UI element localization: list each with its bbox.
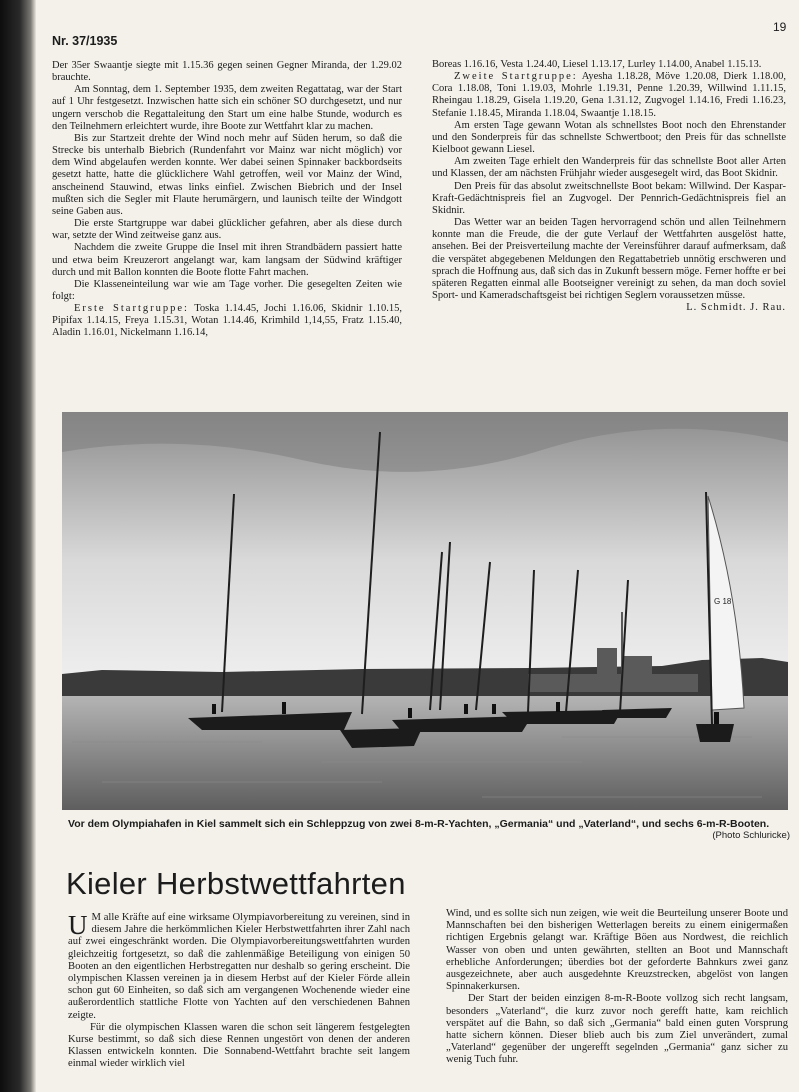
- report-paragraph: Bis zur Startzeit drehte der Wind noch mehr auf Süden herum, so daß die Strecke bis unterhalb Biebrich (Rundenfahrt vor Mainz war nicht möglich) vor dem Wind abgelaufen werden konnte. Wer dabei seinen Spinnaker backbordseits gesetzt hatte, hatte die glücklichere Wahl getroffen, weil vor Mainz der Wind, anscheinend Stauwind, etwas links einfiel. Zwischen Biebrich und der Insel mußten sich die Segler mit Flaute herumärgern, und launisch teilte der Windgott seine Gaben aus.: [52, 132, 402, 217]
- group-2-times: Ayesha 1.18.28, Möve 1.20.08, Dierk 1.18.00, Cora 1.18.08, Toni 1.19.03, Mohrle 1.19.31, Penne 1.20.39, Willwind 1.11.15, Rheingau 1.18.29, Gisela 1.19.20, Gena 1.31.12, Zugvogel 1.14.16, Fredi 1.16.23, Stefanie 1.18.45, Miranda 1.18.04, Swaantje 1.18.15.: [432, 71, 786, 119]
- report-column-2: [432, 59, 786, 364]
- article-paragraph: Wind, und es sollte sich nun zeigen, wie weit die Beurteilung unserer Boote und Mannschaften bei den bisherigen Wetterlagen bereits zu einem einigermaßen richtigen Ergebnis gelangt war. Kräftige Böen aus Nordwest, die reichlich Wasser von oben und unten gewährten, stellten an Boot und Mannschaft erhebliche Anforderungen; überdies bot der geforderte Bahnkurs zwei ganz ausgezeichnete, aber auch ausgedehnte Kreuzstrecken, abgelöst von langen Spinnakerkursen.: [446, 908, 788, 993]
- results-group-2: [432, 71, 786, 120]
- report-column-1: [52, 60, 402, 370]
- results-continued: Boreas 1.16.16, Vesta 1.24.40, Liesel 1.13.17, Lurley 1.14.00, Anabel 1.15.13.: [432, 59, 762, 70]
- group-2-label: Zweite Startgruppe:: [454, 71, 578, 83]
- caption-text: Vor dem Olympiahafen in Kiel sammelt sich ein Schleppzug von zwei 8-m-R-Yachten, „Germania“ und „Vaterland“, und sechs 6-m-R-Booten.: [68, 818, 770, 830]
- article-column-1: [68, 912, 410, 1086]
- report-signature: L. Schmidt. J. Rau.: [686, 302, 786, 314]
- report-paragraph: Am Sonntag, dem 1. September 1935, dem zweiten Regattatag, war der Start auf 1 Uhr festgesetzt. Inzwischen hatte sich ein schöner SO durchgesetzt, und nur ungern verschob die Regattaleitung den Start um eine halbe Stunde, wodurch es den Teilnehmern erleichtert wurde, ihre Boote zur Wettfahrt klar zu machen.: [52, 84, 402, 132]
- page-number: 19: [773, 20, 787, 34]
- sail-number: G 18: [714, 597, 732, 606]
- report-paragraph: Die erste Startgruppe war dabei glücklicher gefahren, aber als diese durch war, setzte der Wind zeitweise ganz aus.: [52, 218, 402, 242]
- harbor-photo: [62, 412, 788, 810]
- issue-number: Nr. 37/1935: [52, 34, 118, 48]
- yacht-tow-illustration: [62, 412, 788, 810]
- report-paragraph: Der 35er Swaantje siegte mit 1.15.36 gegen seinen Gegner Miranda, der 1.29.02 brauchte.: [52, 60, 402, 84]
- article-title: Kieler Herbstwettfahrten: [66, 866, 406, 901]
- water: [62, 696, 788, 810]
- report-paragraph: Den Preis für das absolut zweitschnellste Boot bekam: Willwind. Der Kaspar-Kraft-Gedächtnispreis fiel an Zugvogel. Der Pennrich-Gedächtnispreis fiel an Skidnir.: [432, 180, 786, 216]
- report-paragraph: Am ersten Tage gewann Wotan als schnellstes Boot noch den Ehrenstander und den Sonderpreis für das schnellste Schwertboot; den Preis für das schnellste Kielboot gewann Liesel.: [432, 119, 786, 156]
- group-1-times: Toska 1.14.45, Jochi 1.16.06, Skidnir 1.10.15, Pipifax 1.14.15, Freya 1.15.31, Wotan 1.14.46, Krimhild 1,14,55, Fratz 1.15.40, Aladin 1.16.01, Nickelmann 1.16.14,: [52, 303, 402, 339]
- article-paragraph: Für die olympischen Klassen waren die schon seit längerem festgelegten Kurse bestimmt, so daß sich diese Rennen ungestört von denen der anderen Klassen entwickeln konnten. Die Sonnabend-Wettfahrt brachte seit langem einmal wieder wirklich viel: [68, 1021, 410, 1070]
- report-paragraph: Das Wetter war an beiden Tagen hervorragend schön und allen Teilnehmern konnte man die Freude, die der gute Verlauf der Wettfahrten ausgelöst hatte, ansehen. Bei der Preisverteilung machte der Vereinsführer darauf aufmerksam, daß die verspätet abgegebenen Meldungen den Regattabetrieb unnötig erschweren und sprach die Hoffnung aus, daß sich das in Zukunft bessern möge. Ferner hoffte er bei späteren Regatten einmal alle Bootseigner vereinigt zu sehen, da man doch soviel Sport- und Kameradschaftsgeist bei richtigen Seglern voraussetzen müsse.: [432, 217, 786, 301]
- report-paragraph: Nachdem die zweite Gruppe die Insel mit ihren Strandbädern passiert hatte und etwa beim Kreuzerort angelangt war, kam langsam der Südwind kräftiger durch und mit Ballon konnten die Boote flotte Fahrt machen.: [52, 242, 402, 278]
- report-paragraph: Die Klasseneinteilung war wie am Tage vorher. Die gesegelten Zeiten wie folgt:: [52, 278, 402, 302]
- results-group-1: [52, 303, 402, 339]
- group-1-label: Erste Startgruppe:: [74, 303, 189, 315]
- binding-spine: [0, 0, 36, 1092]
- article-paragraph: Der Start der beiden einzigen 8-m-R-Boote vollzog sich recht langsam, besonders „Vaterland“, die kurz zuvor noch gerefft hatte, kam reichlich verspätet auf die Bahn, so daß sich „Germania“ bald einen guten Vorsprung hatte sichern können. Dieser blieb auch bis zum Ziel unverändert, zumal „Vaterland“ gegenüber der ungerefft segelnden „Germania“ ganz sicher zu wenig Tuch fuhr.: [446, 993, 788, 1066]
- drop-cap: U: [68, 912, 88, 940]
- photo-caption: [68, 818, 790, 841]
- article-paragraph: M alle Kräfte auf eine wirksame Olympiavorbereitung zu vereinen, sind in diesem Jahre die herkömmlichen Kieler Herbstwettfahrten ihrer Zahl nach auf zwei eingeschränkt worden. Die Olympiavorbereitungswettfahrten wurden gleichzeitig fortgesetzt, so daß die zahlenmäßige Beteiligung von einigen 50 Booten an den eigentlichen Herbstregatten nur deshalb so gering erscheint. Die olympischen Klassen vereinen ja in diesem Herbst auf der Kieler Förde allein schon gut 60 Einheiten, so daß sich am vergangenen Wochenende wieder eine außerordentlich stattliche Flotte von Yachten auf den verschiedenen Bahnen zeigte.: [68, 912, 410, 1021]
- article-column-2: [446, 908, 788, 1068]
- report-paragraph: Am zweiten Tage erhielt den Wanderpreis für das schnellste Boot aller Arten und Klassen, der am nächsten Frühjahr wieder ausgesegelt wird, das Boot Skidnir.: [432, 156, 786, 180]
- photo-credit: (Photo Schluricke): [712, 830, 790, 841]
